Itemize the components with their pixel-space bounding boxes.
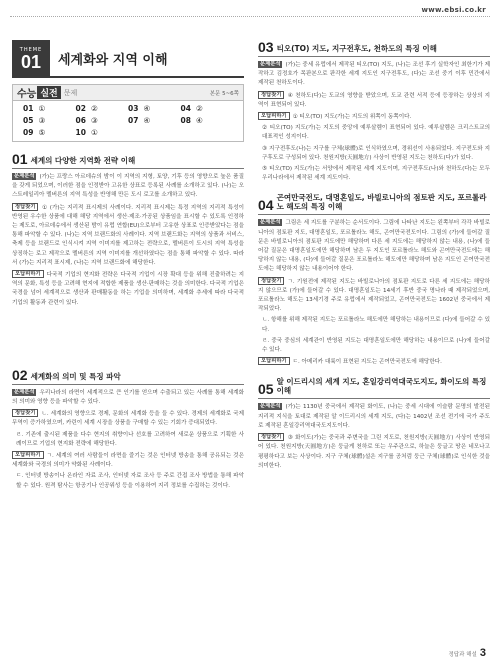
label-avoid: 오답피하기	[258, 357, 290, 365]
section-header	[12, 368, 244, 385]
paragraph: 오답피하기 ㄱ. 세계의 여러 사람들이 라면을 즐기는 것은 인터넷 방송을 통해 공유되는 것은 세계화와 국경의 의미가 약화된 사례이다.	[12, 452, 244, 469]
paragraph: ㄷ. 인터넷 방송이나 온라인 자료 조사, 인터넷 자료 조사 등 주로 간접 조사 방법을 통해 파악할 수 있다. 원격 탐사는 항공기나 인공위성 등을 이용하여 지리 정보를 수집하는 것이다.	[16, 473, 244, 489]
paragraph: ③ 지구전후도(나)는 지구를 구체(球體)로 인식하였으며, 경위선이 사용되었다. 지구전도와 지구후도로 구성되어 있다. 천원지방(天圓地方) 사상이 반영된 지도는 천하도(다)가 있다.	[262, 145, 490, 161]
theme-number: 01	[20, 52, 42, 72]
answer-item: 05 ③	[23, 116, 46, 125]
paragraph: 문제분석 그림은 세 지도를 구분하는 순서도이다. 그림에 나타난 지도는 왼쪽부터 각각 바빌로니아의 점토판 지도, 대명혼일도, 포르톨라노 해도, 곤여만국전도이다. 그림의 (가)에 들어갈 질문은 바빌로니아의 점토판 지도에만 해당하며 다른 세 지도에는 해당하지 않는 내용, (나)에 들어갈 질문은 대명혼일도에만 해당하며 남은 두 지도인 포르톨라노 해도와 곤여만국전도에는 해당하지 않는 내용, (다)에 들어갈 질문은 포르톨라노 해도에만 해당하며 남은 지도인 곤여만국전도에는 해당하지 않는 내용이어야 한다.	[258, 219, 490, 273]
section-05	[258, 377, 490, 470]
paragraph: ㄴ. 항해를 위해 제작된 지도는 포르톨라노 해도에만 해당하는 내용이므로 (다)에 들어갈 수 있다.	[262, 317, 490, 333]
section-header	[258, 377, 490, 399]
section-03	[258, 40, 490, 183]
paragraph: 정답찾기 ㄱ. 기원전에 제작된 지도는 바빌로니아의 점토판 지도로 다른 세 지도에는 해당하지 않으므로 (가)에 들어갈 수 있다. 대명혼일도는 14세기 후반 중국 명나라 때 제작되었으며, 포르톨라노 해도는 13세기경 주로 유럽에서 제작되었고, 곤여만국전도는 1602년 중국에서 제작되었다.	[258, 277, 490, 313]
paragraph: 오답피하기 ㄷ. 아메리카 대륙이 표현된 지도는 곤여만국전도에 해당한다.	[258, 357, 490, 367]
section-02	[12, 368, 244, 491]
label-answer: 정답찾기	[258, 91, 284, 99]
left-column	[12, 40, 244, 493]
section-title: 티오(TO) 지도, 지구전후도, 천하도의 특징 이해	[276, 44, 437, 53]
logo-part-b: 실전	[37, 86, 60, 99]
section-header	[258, 193, 490, 215]
answer-item: 09 ⑤	[23, 128, 46, 137]
label-answer: 정답찾기	[258, 433, 284, 441]
label-analysis: 문제분석	[260, 403, 281, 410]
label-answer: 정답찾기	[258, 277, 284, 285]
paragraph: 문제분석 우리나라의 라면이 세계적으로 큰 인기를 얻으며 수출되고 있는 사례를 통해 세계화의 의미와 영향 등을 파악할 수 있다.	[12, 388, 244, 406]
page-footer	[449, 647, 486, 659]
logo-part-c: 문제	[63, 88, 78, 97]
section-title: 세계화의 의미 및 특징 파악	[30, 371, 121, 381]
answer-box	[12, 84, 244, 142]
site-url: www.ebsi.co.kr	[421, 6, 486, 14]
top-rule	[10, 16, 490, 17]
answer-item: 02 ②	[75, 104, 98, 113]
section-header	[258, 40, 490, 57]
paragraph: 오답피하기 ① 티오(TO) 지도(가)는 지도의 위쪽이 동쪽이다.	[258, 112, 490, 122]
section-number: 04	[258, 197, 274, 214]
answer-grid	[13, 101, 243, 141]
theme-tag	[12, 40, 50, 78]
section-header	[12, 152, 244, 169]
theme-header	[12, 40, 244, 78]
paragraph: 문제분석 (가)는 1130년 중국에서 제작된 화이도, (나)는 중세 시대에 이슬람 문명의 발전된 지리적 지식을 토대로 제작된 알 이드리시의 세계 지도, (다)는 1402년 조선 전기에 국가 주도로 제작된 혼일강리역대국도지도이다.	[258, 403, 490, 429]
label-analysis: 문제분석	[14, 388, 35, 395]
section-01	[12, 152, 244, 308]
section-title: 알 이드리시의 세계 지도, 혼일강리역대국도지도, 화이도의 특징 이해	[276, 377, 487, 396]
label-avoid: 오답피하기	[258, 112, 290, 120]
paragraph: ㄹ. 기존에 출시된 제품을 다수 현지의 취향이나 선호를 고려하여 새로운 상품으로 기획한 사례이므로 기업의 현지화 전략에 해당한다.	[16, 431, 244, 447]
paragraph: 오답피하기 다국적 기업의 현지화 전략은 다국적 기업이 시장 확대 등을 위해 진출하려는 지역의 문화, 특성 등을 고려해 현지에 적합한 제품을 생산·판매하는 것을 의미한다. 다국적 기업은 국경을 넘어 세계적으로 생산과 판매활동을 하는 기업을 의미하며, 세계화 추세에 따라 다국적 기업의 활동과 관련이 있다.	[12, 271, 245, 306]
label-analysis: 문제분석	[260, 61, 281, 67]
answer-box-header	[13, 85, 243, 101]
section-title: 곤여만국전도, 대명혼일도, 바빌로니아의 점토판 지도, 포르톨라노 해도의 특징 이해	[276, 193, 487, 212]
answer-box-logo	[17, 85, 77, 100]
paragraph: 문제분석 (가)는 프랑스 아르데슈의 밤이 이 지역의 지형, 토양, 기후 등의 영향으로 높은 품질을 갖게 되었으며, 이러한 점을 인정받아 고유한 상표로 등록된 사례를 소개하고 있다. (나)는 오스트레일리아 멜버른의 지역 특성을 반영해 만든 도시 로고를 소개하고 있다.	[12, 173, 244, 199]
label-analysis: 문제분석	[260, 219, 281, 226]
section-number: 01	[12, 151, 28, 167]
paragraph: 정답찾기 ① (가)는 지리적 표시제의 사례이다. 지리적 표시제는 특정 지역의 지리적 특성이 반영된 우수한 상품에 대해 해당 지역에서 생산·제조·가공된 상품임을 표시할 수 있도록 인정하는 제도로, 아르데슈에서 생산된 밤이 유럽 연합(EU)으로부터 고유한 상표로 인증받았다는 점을 통해 파악할 수 있다. (나)는 지역 브랜드화의 사례이다. 지역 브랜드화는 지역의 상품과 서비스, 축제 등을 브랜드로 인식시켜 지역 이미지를 제고하는 전략으로, 멜버른이 도시의 지역 특성을 상징하는 로고 제작으로 멜버른의 지역 이미지를 개선하였다는 점을 통해 파악할 수 있다. 따라서 (가)는 지리적 표시제, (나)는 지역 브랜드화에 해당한다.	[12, 203, 244, 266]
answer-range: 본문 5~6쪽	[209, 90, 239, 97]
answer-item: 08 ④	[180, 116, 203, 125]
theme-title: 세계화와 지역 이해	[50, 40, 244, 78]
paragraph: ⑤ 티오(TO) 지도(가)는 서양에서 제작된 세계 지도이며, 지구전후도(나)와 천하도(다)는 모두 우리나라에서 제작된 세계 지도이다.	[262, 166, 490, 182]
paragraph: 정답찾기 ③ 화이도(가)는 중국과 주변국을 그린 지도로, 천원지방(天圓地方) 사상이 반영되어 있다. 천원지방(天圓地方)은 둥글게 천하로 또는 우주관으로, 하늘은 둥글고 땅은 네모나고 평평하다고 보는 사상이다. 지구 구체(球體)설은 지구를 공처럼 둥근 구체(球體)로 인식한 것을 의미한다.	[258, 434, 490, 469]
section-number: 05	[258, 381, 274, 398]
answer-item: 06 ③	[75, 116, 98, 125]
paragraph: ② 티오(TO) 지도(가)는 지도의 중앙에 예루살렘이 표현되어 있다. 예루살렘은 크리스트교의 대표적인 성지이다.	[262, 125, 490, 141]
right-column	[258, 40, 490, 473]
footer-label: 정답과 해설	[448, 652, 477, 658]
section-number: 02	[12, 366, 28, 383]
theme-label: THEME	[19, 47, 43, 53]
paragraph: 정답찾기 ④ 천하도(다)는 도교의 영향을 받았으며, 도교 관련 서적 등에 등장하는 상상의 지역이 표현되어 있다.	[258, 91, 490, 108]
paragraph: 문제분석 (가)는 중세 유럽에서 제작된 티오(TO) 지도, (나)는 조선 후기 실학자인 최한기가 제작하고 김정호가 목판본으로 판각한 세계 지도인 지구전후도, (다)는 조선 중기 이후 민간에서 제작된 천하도이다.	[258, 61, 490, 87]
answer-item: 10 ①	[75, 128, 98, 137]
answer-item: 01 ①	[23, 104, 46, 113]
label-avoid: 오답피하기	[12, 270, 44, 278]
label-avoid: 오답피하기	[12, 451, 44, 459]
answer-item: 03 ④	[128, 104, 151, 113]
paragraph: 정답찾기 ㄴ. 세계화의 영향으로 경제, 문화의 세계화 등을 들 수 있다. 경제의 세계화로 국제 무역이 증가하였으며, 카린이 세계 시장을 상품을 구매할 수 있는 기회가 증대되었다.	[12, 410, 244, 427]
label-answer: 정답찾기	[12, 203, 38, 211]
answer-item: 04 ②	[180, 104, 203, 113]
answer-item: 07 ④	[128, 116, 151, 125]
page-number: 3	[479, 647, 486, 659]
section-title: 세계의 다양한 지역화 전략 이해	[30, 156, 136, 165]
label-answer: 정답찾기	[12, 409, 38, 417]
label-analysis: 문제분석	[14, 173, 35, 179]
paragraph: ㄹ. 중국 중심의 세계관이 반영된 지도는 대명혼일도에만 해당하는 내용이므로 (나)에 들어갈 수 있다.	[262, 337, 490, 354]
logo-part-a: 수능	[17, 89, 37, 100]
section-number: 03	[258, 39, 274, 55]
section-04	[258, 193, 490, 367]
